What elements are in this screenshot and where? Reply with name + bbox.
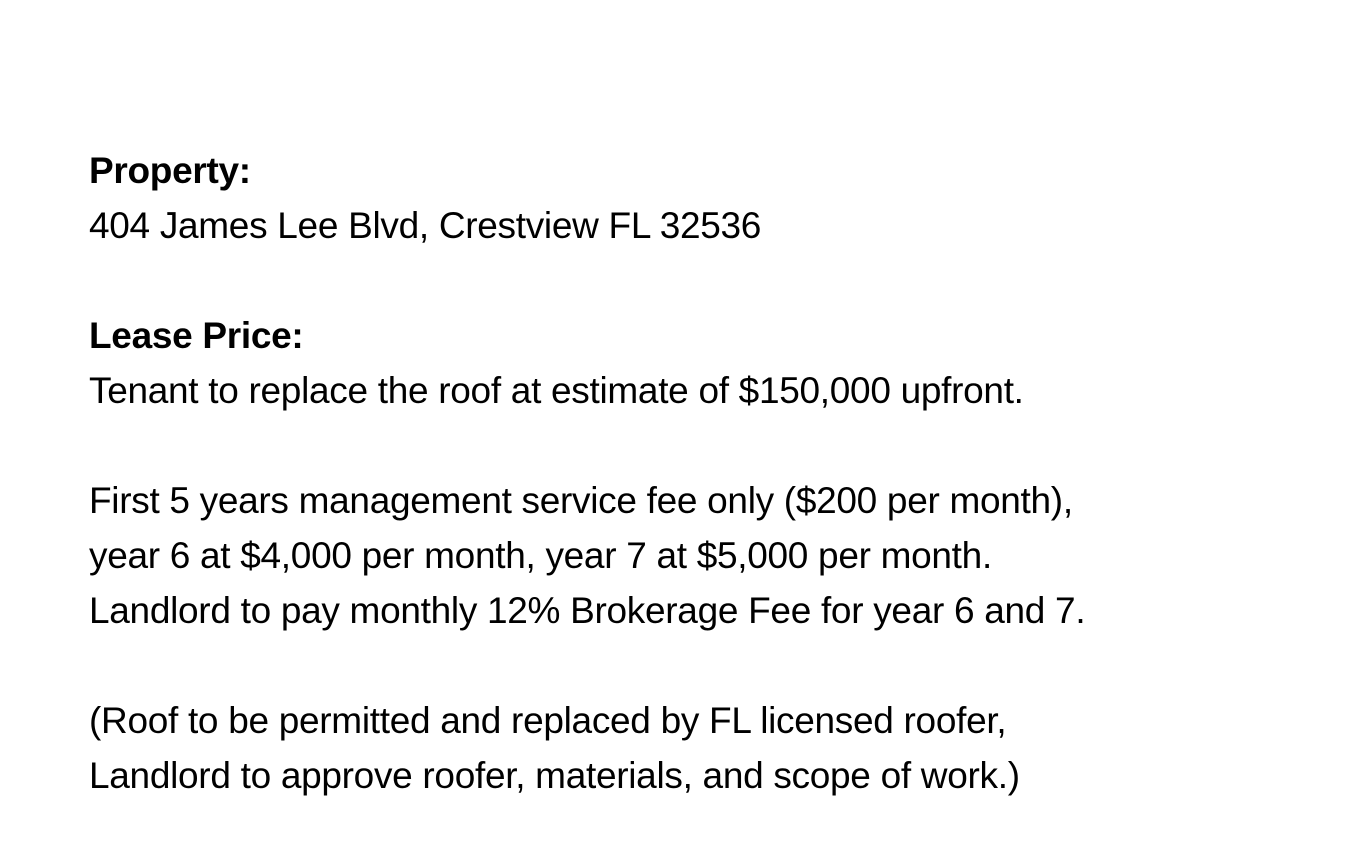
lease-price-heading: Lease Price: (89, 315, 304, 356)
property-heading: Property: (89, 150, 251, 191)
roof-conditions-line-1: (Roof to be permitted and replaced by FL licensed roofer, (89, 700, 1007, 741)
property-address: 404 James Lee Blvd, Crestview FL 32536 (89, 205, 762, 246)
roof-replacement-line: Tenant to replace the roof at estimate of $150,000 upfront. (89, 370, 1024, 411)
roof-conditions-line-2: Landlord to approve roofer, materials, and scope of work.) (89, 755, 1020, 796)
terms-line-3: Landlord to pay monthly 12% Brokerage Fee for year 6 and 7. (89, 590, 1086, 631)
spacer (89, 418, 1289, 473)
lease-document (89, 143, 1289, 803)
spacer (89, 638, 1289, 693)
terms-line-2: year 6 at $4,000 per month, year 7 at $5,000 per month. (89, 535, 992, 576)
terms-line-1: First 5 years management service fee only ($200 per month), (89, 480, 1073, 521)
spacer (89, 253, 1289, 308)
